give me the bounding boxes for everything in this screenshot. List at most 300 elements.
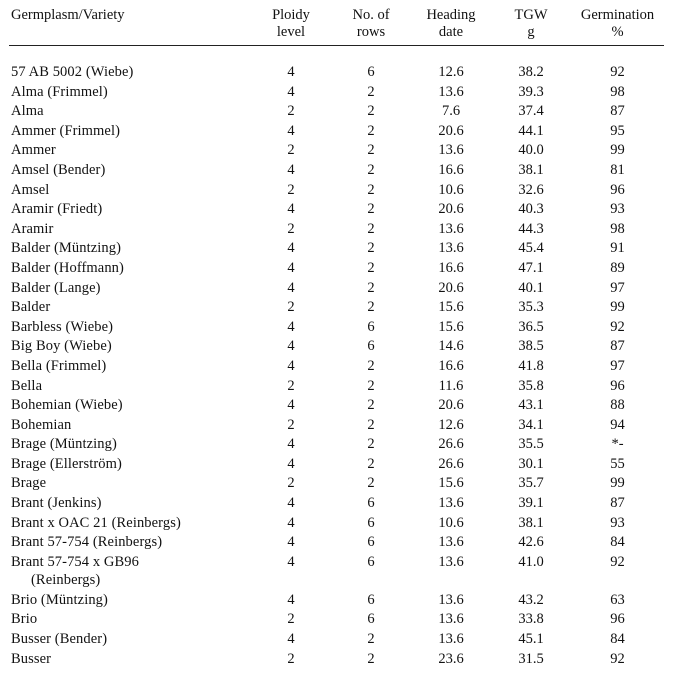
header-rows-line1: No. of [352, 7, 390, 23]
cell-rows [331, 161, 411, 181]
cell-ploidy [251, 141, 331, 161]
cell-variety-text: Brage (Müntzing) [11, 436, 117, 453]
cell-heading-date [411, 650, 491, 670]
cell-variety [9, 610, 251, 630]
cell-rows [331, 318, 411, 338]
cell-tgw-text: 40.3 [518, 201, 544, 218]
cell-ploidy [251, 357, 331, 377]
cell-variety-text: Alma [11, 103, 44, 120]
cell-rows-text: 6 [367, 64, 375, 80]
cell-heading-date-text: 20.6 [438, 397, 464, 414]
cell-variety [9, 533, 251, 553]
cell-rows [331, 102, 411, 122]
cell-ploidy-text: 4 [287, 534, 295, 551]
cell-variety-text: Big Boy (Wiebe) [11, 338, 112, 355]
cell-heading-date [411, 435, 491, 455]
table-row [9, 122, 664, 142]
cell-variety-text: Ammer [11, 142, 56, 159]
cell-ploidy-text: 4 [287, 318, 295, 335]
cell-variety-text: Barbless (Wiebe) [11, 318, 114, 335]
cell-tgw-text: 39.1 [518, 495, 544, 512]
cell-tgw [491, 63, 571, 83]
cell-ploidy-text: 2 [287, 181, 295, 198]
cell-heading-date [411, 455, 491, 475]
cell-rows [331, 494, 411, 514]
cell-ploidy [251, 396, 331, 416]
cell-variety [9, 416, 251, 436]
cell-heading-date-text: 10.6 [438, 181, 464, 198]
cell-tgw-text: 43.1 [518, 397, 544, 414]
cell-germination-text: 99 [610, 142, 625, 159]
cell-tgw [491, 337, 571, 357]
cell-rows-text: 2 [367, 240, 375, 257]
cell-tgw [491, 298, 571, 318]
cell-rows [331, 416, 411, 436]
cell-germination-text: 95 [610, 122, 625, 139]
table-row [9, 591, 664, 611]
table-row [9, 455, 664, 475]
header-germination-line1: Germination [580, 7, 655, 23]
cell-germination [571, 435, 664, 455]
cell-heading-date-text: 16.6 [438, 161, 464, 178]
cell-ploidy [251, 630, 331, 650]
table-row [9, 239, 664, 259]
cell-heading-date-text: 20.6 [438, 122, 464, 139]
cell-heading-date [411, 63, 491, 83]
table-row [9, 181, 664, 201]
cell-variety-text: Brant x OAC 21 (Reinbergs) [11, 514, 181, 531]
cell-tgw-text: 38.1 [518, 161, 544, 178]
cell-heading-date [411, 610, 491, 630]
cell-heading-date [411, 416, 491, 436]
cell-ploidy-text: 4 [287, 161, 295, 178]
table-row [9, 161, 664, 181]
cell-germination [571, 630, 664, 650]
cell-germination-text: 92 [610, 553, 625, 570]
cell-tgw [491, 239, 571, 259]
cell-heading-date-text: 12.6 [438, 64, 464, 80]
cell-germination-text: 96 [610, 611, 625, 628]
cell-germination [571, 650, 664, 670]
cell-tgw [491, 357, 571, 377]
cell-ploidy-text: 4 [287, 631, 295, 648]
cell-tgw [491, 514, 571, 534]
cell-variety-text: Brant (Jenkins) [11, 495, 102, 512]
cell-variety-text: Brage (Ellerström) [11, 455, 122, 472]
cell-germination [571, 298, 664, 318]
cell-ploidy-text: 2 [287, 142, 295, 159]
table-row [9, 259, 664, 279]
table-row [9, 474, 664, 494]
cell-germination [571, 591, 664, 611]
cell-variety-text: Bella (Frimmel) [11, 357, 107, 374]
cell-tgw-text: 38.2 [518, 64, 544, 80]
cell-ploidy-text: 2 [287, 611, 295, 628]
cell-tgw [491, 474, 571, 494]
cell-heading-date-text: 26.6 [438, 455, 464, 472]
cell-tgw-text: 38.5 [518, 338, 544, 355]
table-row [9, 83, 664, 103]
cell-germination [571, 337, 664, 357]
cell-germination [571, 514, 664, 534]
cell-rows-text: 6 [367, 338, 375, 355]
cell-heading-date-text: 13.6 [438, 240, 464, 257]
cell-heading-date [411, 474, 491, 494]
cell-germination-text: 81 [610, 161, 625, 178]
cell-heading-date [411, 200, 491, 220]
cell-variety [9, 455, 251, 475]
cell-germination-text: 87 [610, 338, 625, 355]
header-rows [331, 7, 411, 46]
cell-germination-text: 97 [610, 357, 625, 374]
cell-tgw [491, 279, 571, 299]
cell-germination-text: 92 [610, 64, 625, 80]
cell-germination [571, 141, 664, 161]
cell-ploidy [251, 650, 331, 670]
cell-tgw [491, 416, 571, 436]
cell-germination [571, 200, 664, 220]
cell-tgw-text: 45.1 [518, 631, 544, 648]
cell-germination [571, 83, 664, 103]
cell-rows [331, 239, 411, 259]
table-row [9, 298, 664, 318]
cell-variety [9, 239, 251, 259]
cell-heading-date-text: 7.6 [441, 103, 461, 120]
cell-ploidy [251, 455, 331, 475]
cell-ploidy [251, 416, 331, 436]
cell-rows [331, 83, 411, 103]
cell-variety [9, 514, 251, 534]
cell-ploidy [251, 494, 331, 514]
cell-rows-text: 2 [367, 142, 375, 159]
header-ploidy [251, 7, 331, 46]
cell-tgw-text: 38.1 [518, 514, 544, 531]
header-ploidy-line1: Ploidy [272, 7, 310, 23]
cell-ploidy [251, 337, 331, 357]
cell-tgw-text: 40.1 [518, 279, 544, 296]
cell-tgw [491, 610, 571, 630]
cell-rows-text: 2 [367, 220, 375, 237]
cell-tgw [491, 650, 571, 670]
cell-ploidy [251, 239, 331, 259]
cell-tgw [491, 181, 571, 201]
cell-variety-text: Balder (Müntzing) [11, 240, 122, 257]
cell-variety [9, 220, 251, 240]
cell-variety [9, 83, 251, 103]
cell-variety [9, 298, 251, 318]
cell-ploidy-text: 4 [287, 201, 295, 218]
cell-germination-text: 99 [610, 475, 625, 492]
cell-tgw-text: 33.8 [518, 611, 544, 628]
cell-germination-text: 92 [610, 650, 625, 667]
header-germination [571, 7, 664, 46]
cell-ploidy-text: 4 [287, 553, 295, 570]
cell-germination-text: 96 [610, 377, 625, 394]
cell-ploidy [251, 318, 331, 338]
cell-heading-date [411, 141, 491, 161]
table-row [9, 630, 664, 650]
cell-tgw-text: 45.4 [518, 240, 544, 257]
cell-heading-date [411, 533, 491, 553]
header-rows-line2: rows [356, 24, 386, 40]
cell-variety-text: Bohemian [11, 416, 72, 433]
cell-heading-date-text: 23.6 [438, 650, 464, 667]
cell-germination [571, 396, 664, 416]
header-ploidy-line2: level [276, 24, 306, 40]
cell-variety-text: Ammer (Frimmel) [11, 122, 121, 139]
cell-ploidy-text: 4 [287, 259, 295, 276]
cell-rows-text: 2 [367, 122, 375, 139]
cell-tgw-text: 35.3 [518, 299, 544, 316]
cell-variety [9, 259, 251, 279]
cell-rows-text: 2 [367, 161, 375, 178]
cell-rows [331, 63, 411, 83]
cell-germination [571, 377, 664, 397]
cell-rows [331, 279, 411, 299]
cell-ploidy [251, 181, 331, 201]
cell-germination-text: 88 [610, 397, 625, 414]
table-header [9, 7, 664, 46]
cell-variety [9, 435, 251, 455]
table-row [9, 63, 664, 83]
cell-heading-date [411, 591, 491, 611]
cell-ploidy [251, 298, 331, 318]
cell-variety-text: Bella [11, 377, 43, 394]
cell-germination [571, 102, 664, 122]
cell-germination [571, 610, 664, 630]
cell-tgw-text: 39.3 [518, 83, 544, 100]
cell-heading-date-text: 12.6 [438, 416, 464, 433]
cell-heading-date-text: 26.6 [438, 436, 464, 453]
cell-heading-date-text: 16.6 [438, 357, 464, 374]
cell-heading-date-text: 13.6 [438, 553, 464, 570]
cell-heading-date-text: 11.6 [438, 377, 464, 394]
cell-variety-text: Busser (Bender) [11, 631, 108, 648]
header-germplasm [9, 7, 251, 46]
cell-rows-text: 6 [367, 495, 375, 512]
cell-germination [571, 474, 664, 494]
cell-germination [571, 416, 664, 436]
cell-variety [9, 553, 251, 591]
table-row [9, 514, 664, 534]
cell-ploidy [251, 63, 331, 83]
cell-tgw [491, 494, 571, 514]
cell-heading-date-text: 13.6 [438, 142, 464, 159]
cell-rows [331, 298, 411, 318]
cell-tgw-text: 37.4 [518, 103, 544, 120]
table-row [9, 533, 664, 553]
cell-heading-date-text: 15.6 [438, 318, 464, 335]
cell-tgw [491, 161, 571, 181]
cell-rows-text: 2 [367, 181, 375, 198]
cell-rows [331, 630, 411, 650]
cell-variety-text: Aramir [11, 220, 54, 237]
cell-ploidy-text: 4 [287, 64, 295, 80]
cell-rows-text: 6 [367, 514, 375, 531]
cell-heading-date-text: 14.6 [438, 338, 464, 355]
cell-tgw-text: 42.6 [518, 534, 544, 551]
cell-germination-text: 89 [610, 259, 625, 276]
cell-tgw [491, 591, 571, 611]
cell-heading-date-text: 13.6 [438, 83, 464, 100]
cell-ploidy-text: 4 [287, 514, 295, 531]
cell-ploidy-text: 2 [287, 650, 295, 667]
cell-variety-text: Brio [11, 611, 38, 628]
cell-variety-text: Brio (Müntzing) [11, 591, 108, 608]
cell-tgw [491, 533, 571, 553]
cell-germination-text: 96 [610, 181, 625, 198]
table-row [9, 494, 664, 514]
table-row [9, 377, 664, 397]
cell-variety-text: Alma (Frimmel) [11, 83, 108, 100]
cell-germination-text: 63 [610, 591, 625, 608]
cell-rows-text: 2 [367, 436, 375, 453]
table-row [9, 200, 664, 220]
table-row [9, 141, 664, 161]
cell-ploidy [251, 553, 331, 591]
cell-ploidy [251, 161, 331, 181]
cell-rows-text: 6 [367, 611, 375, 628]
cell-germination-text: 55 [610, 455, 625, 472]
table-body [9, 46, 664, 670]
cell-rows-text: 6 [367, 553, 375, 570]
cell-germination [571, 239, 664, 259]
table-row [9, 357, 664, 377]
cell-tgw [491, 318, 571, 338]
header-row [9, 7, 664, 46]
cell-variety [9, 630, 251, 650]
header-germplasm-label: Germplasm/Variety [11, 7, 125, 23]
cell-variety [9, 318, 251, 338]
cell-rows-text: 6 [367, 591, 375, 608]
cell-tgw-text: 36.5 [518, 318, 544, 335]
cell-ploidy [251, 200, 331, 220]
cell-rows [331, 141, 411, 161]
cell-heading-date-text: 20.6 [438, 279, 464, 296]
cell-germination [571, 318, 664, 338]
table-row [9, 279, 664, 299]
cell-tgw-text: 41.8 [518, 357, 544, 374]
cell-ploidy-text: 4 [287, 240, 295, 257]
cell-heading-date [411, 337, 491, 357]
cell-heading-date-text: 13.6 [438, 220, 464, 237]
cell-germination [571, 220, 664, 240]
cell-rows-text: 2 [367, 397, 375, 414]
cell-ploidy [251, 533, 331, 553]
cell-rows-text: 2 [367, 279, 375, 296]
table-row [9, 650, 664, 670]
cell-rows [331, 455, 411, 475]
cell-heading-date [411, 161, 491, 181]
cell-rows-text: 2 [367, 475, 375, 492]
cell-ploidy-text: 4 [287, 436, 295, 453]
cell-tgw-text: 44.1 [518, 122, 544, 139]
cell-heading-date-text: 13.6 [438, 534, 464, 551]
cell-heading-date-text: 16.6 [438, 259, 464, 276]
cell-heading-date-text: 15.6 [438, 299, 464, 316]
cell-tgw-text: 41.0 [518, 553, 544, 570]
cell-ploidy-text: 2 [287, 475, 295, 492]
cell-germination-text: 91 [610, 240, 625, 257]
header-tgw [491, 7, 571, 46]
table-row [9, 318, 664, 338]
cell-ploidy-text: 4 [287, 122, 295, 139]
cell-germination-text: 98 [610, 220, 625, 237]
cell-tgw [491, 455, 571, 475]
cell-variety-text: Brant 57-754 (Reinbergs) [11, 534, 163, 551]
cell-ploidy [251, 377, 331, 397]
cell-rows-text: 2 [367, 201, 375, 218]
cell-rows-text: 2 [367, 259, 375, 276]
cell-tgw [491, 200, 571, 220]
table-row [9, 102, 664, 122]
cell-ploidy-text: 4 [287, 495, 295, 512]
cell-tgw [491, 553, 571, 591]
cell-rows [331, 553, 411, 591]
cell-ploidy-text: 4 [287, 591, 295, 608]
cell-tgw-text: 34.1 [518, 416, 544, 433]
cell-germination-text: 98 [610, 83, 625, 100]
cell-heading-date [411, 102, 491, 122]
cell-rows-text: 6 [367, 534, 375, 551]
cell-heading-date [411, 494, 491, 514]
cell-rows [331, 377, 411, 397]
cell-germination-text: 87 [610, 103, 625, 120]
cell-rows-text: 2 [367, 83, 375, 100]
cell-variety-text: Brage [11, 475, 47, 492]
cell-tgw [491, 630, 571, 650]
cell-ploidy-text: 2 [287, 377, 295, 394]
cell-variety [9, 122, 251, 142]
cell-rows-text: 2 [367, 357, 375, 374]
cell-tgw [491, 259, 571, 279]
cell-germination [571, 553, 664, 591]
cell-ploidy-text: 2 [287, 299, 295, 316]
cell-heading-date [411, 553, 491, 591]
cell-heading-date [411, 239, 491, 259]
cell-ploidy [251, 610, 331, 630]
cell-germination [571, 63, 664, 83]
cell-tgw [491, 102, 571, 122]
cell-heading-date-text: 15.6 [438, 475, 464, 492]
cell-heading-date [411, 630, 491, 650]
cell-ploidy [251, 435, 331, 455]
cell-variety [9, 337, 251, 357]
cell-heading-date [411, 181, 491, 201]
cell-variety [9, 141, 251, 161]
cell-variety [9, 591, 251, 611]
cell-variety [9, 102, 251, 122]
cell-variety-text: Bohemian (Wiebe) [11, 397, 123, 414]
cell-germination-text: 93 [610, 201, 625, 218]
table-row [9, 553, 664, 591]
cell-germination [571, 161, 664, 181]
cell-tgw [491, 396, 571, 416]
cell-variety [9, 279, 251, 299]
cell-rows [331, 610, 411, 630]
header-heading-date [411, 7, 491, 46]
header-spacer [9, 46, 664, 64]
cell-variety-continuation: (Reinbergs) [31, 572, 101, 589]
cell-variety-text: 57 AB 5002 (Wiebe) [11, 64, 134, 80]
cell-rows [331, 474, 411, 494]
cell-variety-text: Busser [11, 650, 52, 667]
table-row [9, 416, 664, 436]
cell-germination-text: 94 [610, 416, 625, 433]
cell-germination-text: *- [611, 436, 624, 453]
cell-variety [9, 474, 251, 494]
cell-tgw-text: 35.8 [518, 377, 544, 394]
